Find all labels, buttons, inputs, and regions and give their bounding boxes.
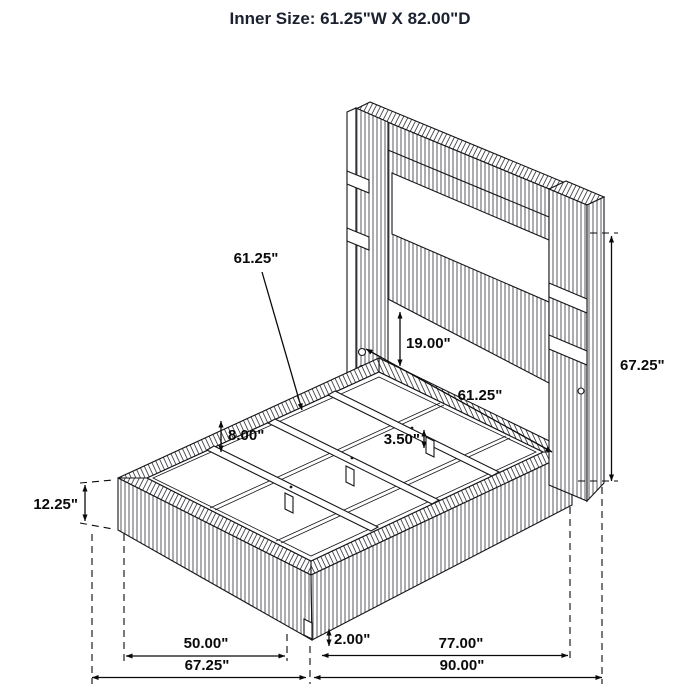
center-leg-2	[346, 466, 354, 486]
right-pillar-bolt-hole	[578, 388, 584, 394]
right-pillar-outer-side	[587, 197, 604, 501]
dim-center-leg	[384, 430, 424, 448]
dim-overall-depth-label: 90.00"	[439, 657, 485, 674]
dim-headboard-gap-label: 19.00"	[406, 335, 451, 352]
dim-center-leg-label: 3.50"	[383, 431, 420, 448]
footboard-corner-lip	[304, 619, 312, 639]
dim-corner-lip	[329, 629, 370, 648]
dim-platform-height	[33, 480, 113, 529]
center-leg-3	[285, 493, 293, 513]
left-pillar-bolt-hole-1	[359, 349, 366, 356]
dim-corner-lip-label: 2.00"	[334, 631, 371, 648]
dim-side-section-label: 77.00"	[438, 635, 484, 652]
dim-inner-width-label: 61.25"	[457, 387, 503, 404]
headboard-right-pillar	[549, 181, 604, 501]
dim-slat-length	[234, 250, 302, 410]
dim-platform-height-label: 12.25"	[33, 496, 78, 513]
center-leg-1	[426, 437, 434, 457]
dim-slat-offset-label: 8.00"	[228, 427, 265, 444]
dim-slat-length-label: 61.25"	[233, 250, 279, 267]
inner-size-title: Inner Size: 61.25"W X 82.00"D	[229, 9, 471, 28]
dim-footboard-section-label: 50.00"	[183, 635, 229, 652]
dim-footboard-section	[126, 635, 285, 656]
dim-overall-depth	[314, 657, 602, 678]
dim-headboard-height-label: 67.25"	[620, 357, 665, 374]
dim-overall-width-label: 67.25"	[184, 657, 230, 674]
